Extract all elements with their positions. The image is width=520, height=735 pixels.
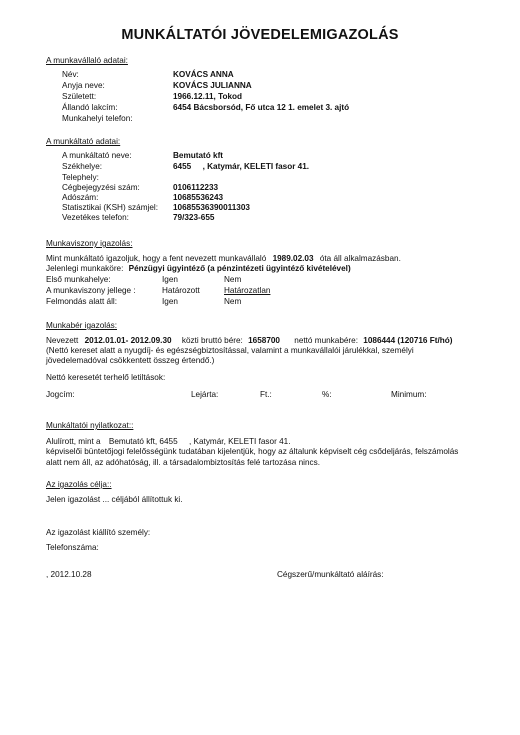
footer-date: , 2012.10.28 [46, 570, 92, 579]
field-value: 10685536243 [173, 193, 224, 202]
declaration-pre: Alulírott, mint a [46, 437, 101, 446]
field-label: A munkáltató neve: [62, 151, 132, 160]
col-title: Jogcím: [46, 390, 75, 399]
declaration-company: Bemutató kft, 6455 , Katymár, KELETI fasor 41. [108, 437, 291, 446]
option-b-selected: Határozatlan [224, 286, 271, 295]
signature-label: Cégszerű/munkáltató aláírás: [277, 570, 384, 579]
salary-note-line-1: (Nettó kereset alatt a nyugdíj- és egészségbiztosítással, valamint a munkavállalói járulékkal, személyi [46, 346, 414, 355]
purpose-text: Jelen igazolást ... céljából állítottuk ki. [46, 495, 183, 504]
field-value: KOVÁCS ANNA [173, 70, 234, 79]
field-label: Munkahelyi telefon: [62, 114, 133, 123]
employee-section-heading: A munkavállaló adatai: [46, 56, 128, 65]
employment-line [46, 254, 401, 263]
field-label: Székhelye: [62, 162, 103, 171]
page-title: MUNKÁLTATÓI JÖVEDELEMIGAZOLÁS [121, 27, 399, 43]
option-b: Nem [224, 275, 242, 284]
field-value: KOVÁCS JULIANNA [173, 81, 252, 90]
option-a: Igen [162, 297, 178, 306]
option-b: Nem [224, 297, 242, 306]
declaration-line-2: képviselői büntetőjogi felelősségünk tudatában kijelentjük, hogy az általunk képviselt cég csődeljárás, felszámolás [46, 447, 459, 456]
field-value: 79/323-655 [173, 213, 215, 222]
option-a: Határozott [162, 286, 200, 295]
gross-label: közti bruttó bére: [181, 336, 243, 345]
current-position-value: Pénzügyi ügyintéző (a pénzintézeti ügyintéző kivételével) [128, 264, 351, 273]
gross-value: 1658700 [248, 336, 280, 345]
field-value: 0106112233 [173, 183, 219, 192]
declaration-heading: Munkáltatói nyilatkozat:: [46, 421, 134, 430]
col-expiry: Lejárta: [191, 390, 219, 399]
option-a: Igen [162, 275, 178, 284]
row-label: A munkaviszony jellege : [46, 286, 136, 295]
col-percent: %: [322, 390, 332, 399]
salary-period: 2012.01.01- 2012.09.30 [84, 336, 172, 345]
field-label: Telephely: [62, 173, 99, 182]
col-minimum: Minimum: [391, 390, 427, 399]
col-amount: Ft.: [260, 390, 272, 399]
salary-line [46, 336, 452, 345]
field-label: Állandó lakcím: [62, 103, 118, 112]
employment-line-pre: Mint munkáltató igazoljuk, hogy a fent nevezett munkavállaló [46, 254, 267, 263]
deductions-heading: Nettó keresetét terhelő letiltások: [46, 373, 166, 382]
declaration-line-1 [46, 437, 290, 446]
field-label: Statisztikai (KSH) számjel: [62, 203, 158, 212]
field-value: 6455 , Katymár, KELETI fasor 41. [173, 162, 310, 171]
field-label: Anyja neve: [62, 81, 105, 90]
field-value: 6454 Bácsborsód, Fő utca 12 1. emelet 3. ajtó [173, 103, 350, 112]
issuer-label: Az igazolást kiállító személy: [46, 528, 151, 537]
employer-section-heading: A munkáltató adatai: [46, 137, 121, 146]
current-position-line [46, 264, 351, 273]
employment-start-date: 1989.02.03 [272, 254, 314, 263]
net-label: nettó munkabére: [294, 336, 358, 345]
field-value: Bemutató kft [173, 151, 224, 160]
employment-heading: Munkaviszony igazolás: [46, 239, 133, 248]
purpose-heading: Az igazolás célja:: [46, 480, 112, 489]
field-label: Cégbejegyzési szám: [62, 183, 140, 192]
salary-heading: Munkabér igazolás: [46, 321, 117, 330]
issuer-phone-label: Telefonszáma: [46, 543, 99, 552]
salary-named: Nevezett [46, 336, 79, 345]
net-value: 1086444 (120716 Ft/hó) [363, 336, 453, 345]
field-label: Név: [62, 70, 79, 79]
field-label: Vezetékes telefon: [62, 213, 129, 222]
field-label: Adószám: [62, 193, 99, 202]
salary-note-line-2: jövedelemadóval csökkentett összeg értendő.) [46, 356, 215, 365]
current-position-label: Jelenlegi munkaköre: [46, 264, 124, 273]
field-value: 10685536390011303 [173, 203, 250, 212]
row-label: Felmondás alatt áll: [46, 297, 117, 306]
declaration-line-3: alatt nem áll, az adóhatóság, ill. a társadalombiztosítás felé tartozása nincs. [46, 458, 320, 467]
field-label: Született: [62, 92, 97, 101]
employment-line-post: óta áll alkalmazásban. [319, 254, 401, 263]
row-label: Első munkahelye: [46, 275, 111, 284]
field-value: 1966.12.11, Tokod [173, 92, 243, 101]
